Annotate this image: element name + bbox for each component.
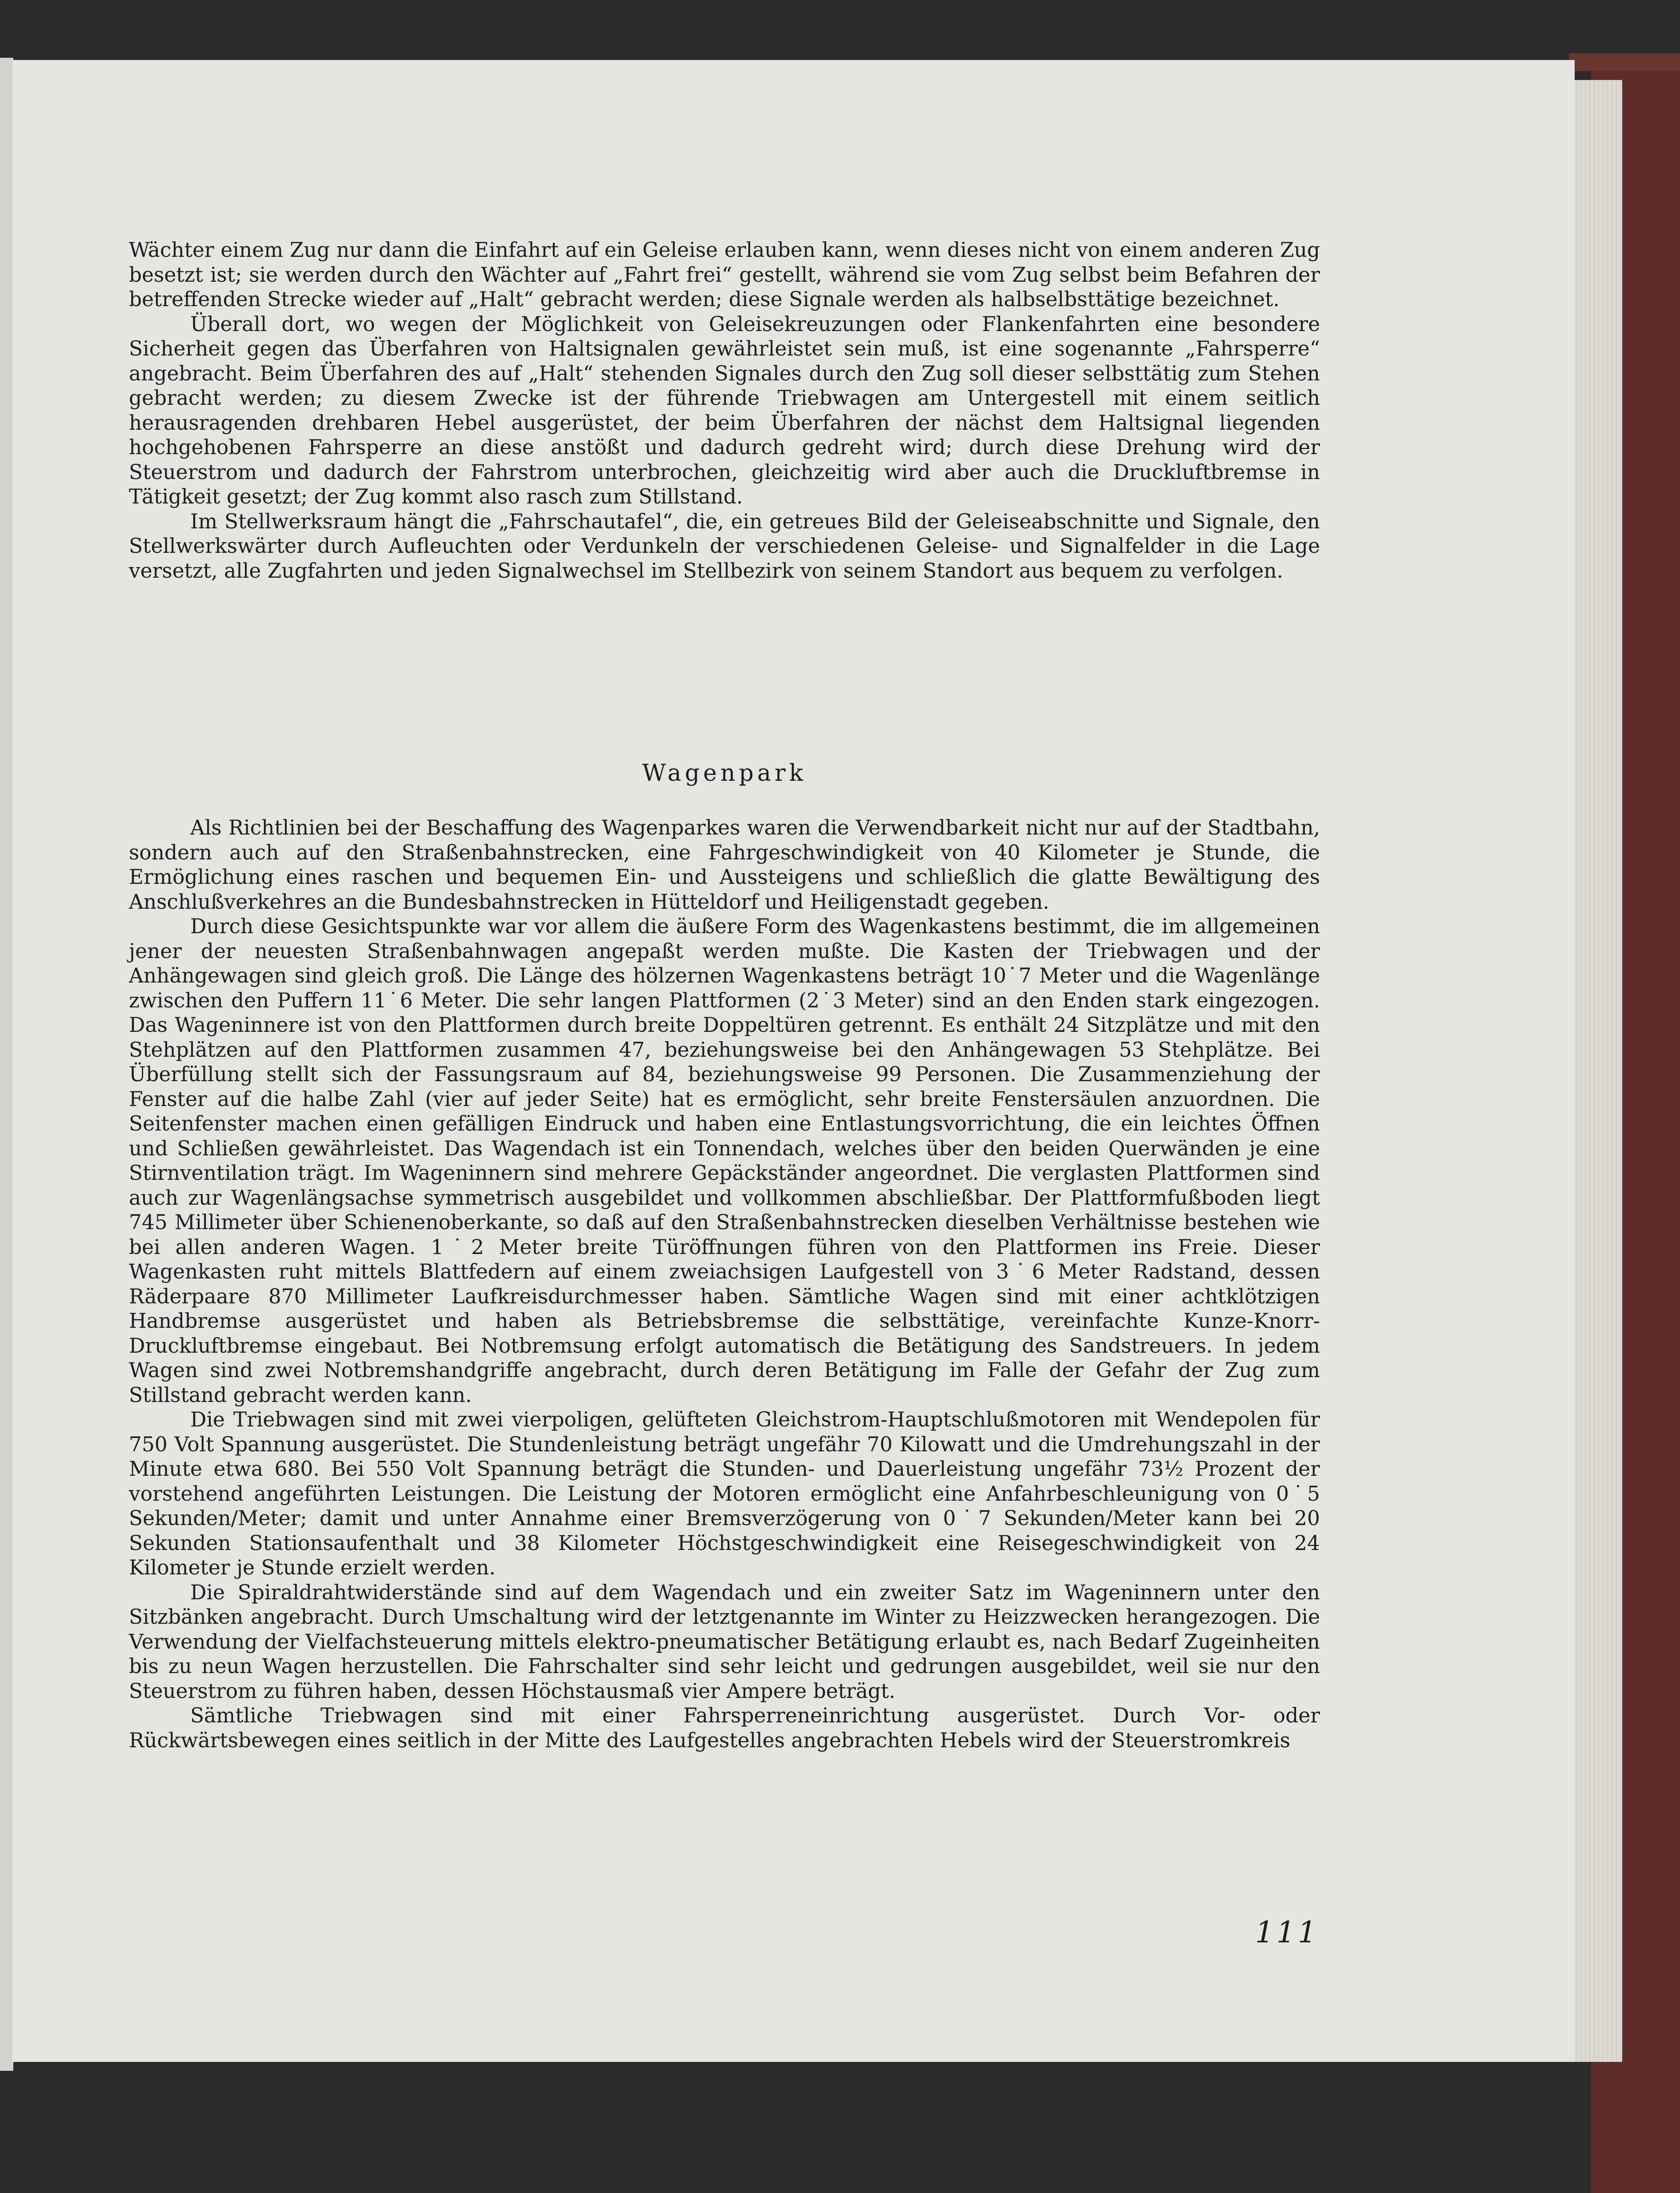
paragraph-wagenkasten: Durch diese Gesichtspunkte war vor allem die äußere Form des Wagenkastens bestimmt, die im allgemeinen jener der neuesten Straßenbahnwagen angepaßt werden mußte. Die Kasten der Triebwagen und der Anhängewagen sind gleich groß. Die Länge des hölzernen Wagenkastens beträgt 10˙7 Meter und die Wagenlänge zwischen den Puffern 11˙6 Meter. Die sehr langen Plattformen (2˙3 Meter) sind an den Enden stark eingezogen. Das Wageninnere ist von den Plattformen durch breite Doppeltüren getrennt. Es enthält 24 Sitzplätze und mit den Stehplätzen auf den Plattformen zusammen 47, beziehungsweise bei den Anhängewagen 53 Stehplätze. Bei Überfüllung stellt sich der Fassungsraum auf 84, beziehungsweise 99 Personen. Die Zusammenziehung der Fenster auf die halbe Zahl (vier auf jeder Seite) hat es ermöglicht, sehr breite Fenstersäulen anzuordnen. Die Seitenfenster machen einen gefälligen Eindruck und haben eine Entlastungsvorrichtung, die ein leichtes Öffnen und Schließen gewährleistet. Das Wagendach ist ein Tonnendach, welches über den beiden Querwänden je eine Stirnventilation trägt. Im Wageninnern sind mehrere Gepäckständer angeordnet. Die verglasten Plattformen sind auch zur Wagenlängsachse symmetrisch ausgebildet und vollkommen abschließbar. Der Plattformfußboden liegt 745 Millimeter über Schienenoberkante, so daß auf den Straßenbahnstrecken dieselben Verhältnisse bestehen wie bei allen anderen Wagen. 1˙2 Meter breite Türöffnungen führen von den Plattformen ins Freie. Dieser Wagenkasten ruht mittels Blattfedern auf einem zweiachsigen Laufgestell von 3˙6 Meter Radstand, dessen Räderpaare 870 Millimeter Laufkreisdurchmesser haben. Sämtliche Wagen sind mit einer achtklötzigen Handbremse ausgerüstet und haben als Betriebsbremse die selbsttätige, vereinfachte Kunze-Knorr-Druckluftbremse eingebaut. Bei Notbremsung erfolgt automatisch die Betätigung des Sandstreuers. In jedem Wagen sind zwei Notbremshandgriffe angebracht, durch deren Betätigung im Falle der Gefahr der Zug zum Stillstand gebracht werden kann. xyxy=(129,915,1320,1407)
section-text-block xyxy=(129,815,1320,1753)
book-cover-top xyxy=(1569,53,1680,71)
paragraph-fahrsperre: Überall dort, wo wegen der Möglichkeit von Geleisekreuzungen oder Flankenfahrten eine besondere Sicherheit gegen das Überfahren von Haltsignalen gewährleistet sein muß, ist eine sogenannte „Fahrsperre“ angebracht. Beim Überfahren des auf „Halt“ stehenden Signales durch den Zug soll dieser selbsttätig zum Stehen gebracht werden; zu diesem Zwecke ist der führende Triebwagen am Untergestell mit einem seitlich herausragenden drehbaren Hebel ausgerüstet, der beim Überfahren der nächst dem Haltsignal liegenden hochgehobenen Fahrsperre an diese anstößt und dadurch gedreht wird; durch diese Drehung wird der Steuerstrom und dadurch der Fahrstrom unterbrochen, gleichzeitig wird aber auch die Druckluftbremse in Tätigkeit gesetzt; der Zug kommt also rasch zum Stillstand. xyxy=(129,312,1320,508)
page-stack-edges xyxy=(1573,80,1622,2062)
top-text-block xyxy=(129,238,1320,583)
paragraph-continued: Wächter einem Zug nur dann die Einfahrt auf ein Geleise erlauben kann, wenn dieses nicht von einem anderen Zug besetzt ist; sie werden durch den Wächter auf „Fahrt frei“ gestellt, während sie vom Zug selbst beim Befahren der betreffenden Strecke wieder auf „Halt“ gebracht werden; diese Signale werden als halbselbsttätige bezeichnet. xyxy=(129,238,1320,311)
facing-page-edge xyxy=(0,58,13,2071)
paragraph-richtlinien: Als Richtlinien bei der Beschaffung des Wagenparkes waren die Verwendbarkeit nicht nur auf der Stadtbahn, sondern auch auf den Straßenbahnstrecken, eine Fahrgeschwindigkeit von 40 Kilometer je Stunde, die Ermöglichung eines raschen und bequemen Ein- und Aussteigens und schließlich die glatte Bewältigung des Anschlußverkehres an die Bundesbahnstrecken in Hütteldorf und Heiligenstadt gegeben. xyxy=(129,816,1320,914)
paragraph-widerstaende: Die Spiraldrahtwiderstände sind auf dem Wagendach und ein zweiter Satz im Wageninnern unter den Sitzbänken angebracht. Durch Umschaltung wird der letztgenannte im Winter zu Heizzwecken herangezogen. Die Verwendung der Vielfachsteuerung mittels elektro-pneumatischer Betätigung erlaubt es, nach Bedarf Zugeinheiten bis zu neun Wagen herzustellen. Die Fahrschalter sind sehr leicht und gedrungen ausgebildet, weil sie nur den Steuerstrom zu führen haben, dessen Höchstausmaß vier Ampere beträgt. xyxy=(129,1580,1320,1703)
section-heading: Wagenpark xyxy=(642,760,807,787)
page-number: 111 xyxy=(1255,1915,1319,1949)
paragraph-triebwagen: Die Triebwagen sind mit zwei vierpoligen, gelüfteten Gleichstrom-Hauptschlußmotoren mit Wendepolen für 750 Volt Spannung ausgerüstet. Die Stundenleistung beträgt ungefähr 70 Kilowatt und die Umdrehungszahl in der Minute etwa 680. Bei 550 Volt Spannung beträgt die Stunden- und Dauerleistung ungefähr 73½ Prozent der vorstehend angeführten Leistungen. Die Leistung der Motoren ermöglicht eine Anfahrbeschleunigung von 0˙5 Sekunden/Meter; damit und unter Annahme einer Bremsverzögerung von 0˙7 Sekunden/Meter kann bei 20 Sekunden Stationsaufenthalt und 38 Kilometer Höchstgeschwindigkeit eine Reisegeschwindigkeit von 24 Kilometer je Stunde erzielt werden. xyxy=(129,1408,1320,1579)
paragraph-fahrsperreneinrichtung: Sämtliche Triebwagen sind mit einer Fahrsperreneinrichtung ausgerüstet. Durch Vor- oder Rückwärtsbewegen eines seitlich in der Mitte des Laufgestelles angebrachten Hebels wird der Steuerstromkreis xyxy=(129,1704,1320,1752)
book-page xyxy=(12,60,1575,2062)
paragraph-fahrschautafel: Im Stellwerksraum hängt die „Fahrschautafel“, die, ein getreues Bild der Geleiseabschnitte und Signale, den Stellwerkswärter durch Aufleuchten oder Verdunkeln der verschiedenen Geleise- und Signalfelder in die Lage versetzt, alle Zugfahrten und jeden Signalwechsel im Stellbezirk von seinem Standort aus bequem zu verfolgen. xyxy=(129,509,1320,583)
